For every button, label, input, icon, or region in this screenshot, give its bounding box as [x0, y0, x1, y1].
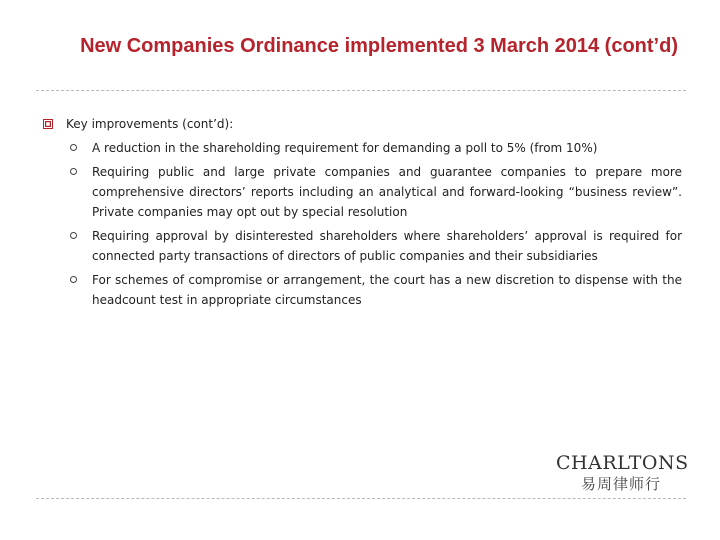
- footer-divider: [36, 498, 686, 499]
- sub-point: [40, 138, 682, 158]
- main-bullet-point: [40, 114, 682, 134]
- slide-title: New Companies Ordinance implemented 3 March 2014 (cont’d): [80, 35, 678, 57]
- sub-point-text: Requiring approval by disinterested shareholders where shareholders’ approval is required for connected party transactions of directors of public companies and their subsidiaries: [92, 229, 682, 263]
- hollow-circle-bullet-icon: [70, 168, 77, 175]
- sub-point: [40, 162, 682, 222]
- title-divider: [36, 90, 686, 91]
- logo-name: CHARLTONS: [556, 452, 689, 474]
- sub-point: [40, 270, 682, 310]
- sub-point-text: Requiring public and large private companies and guarantee companies to prepare more comprehensive directors’ reports including an analytical and forward-looking “business review”. Private companies may opt out by special resolution: [92, 165, 682, 219]
- sub-point-text: A reduction in the shareholding requirement for demanding a poll to 5% (from 10%): [92, 141, 598, 155]
- sub-point: [40, 226, 682, 266]
- logo-chinese-name: 易周律师行: [580, 475, 661, 493]
- charltons-logo: [556, 452, 689, 494]
- slide-body: [40, 114, 682, 310]
- hollow-circle-bullet-icon: [70, 276, 77, 283]
- checkbox-bullet-icon: [42, 114, 54, 134]
- main-point-text: Key improvements (cont’d):: [66, 117, 234, 131]
- sub-point-text: For schemes of compromise or arrangement, the court has a new discretion to dispense with the headcount test in appropriate circumstances: [92, 273, 682, 307]
- hollow-circle-bullet-icon: [70, 232, 77, 239]
- hollow-circle-bullet-icon: [70, 144, 77, 151]
